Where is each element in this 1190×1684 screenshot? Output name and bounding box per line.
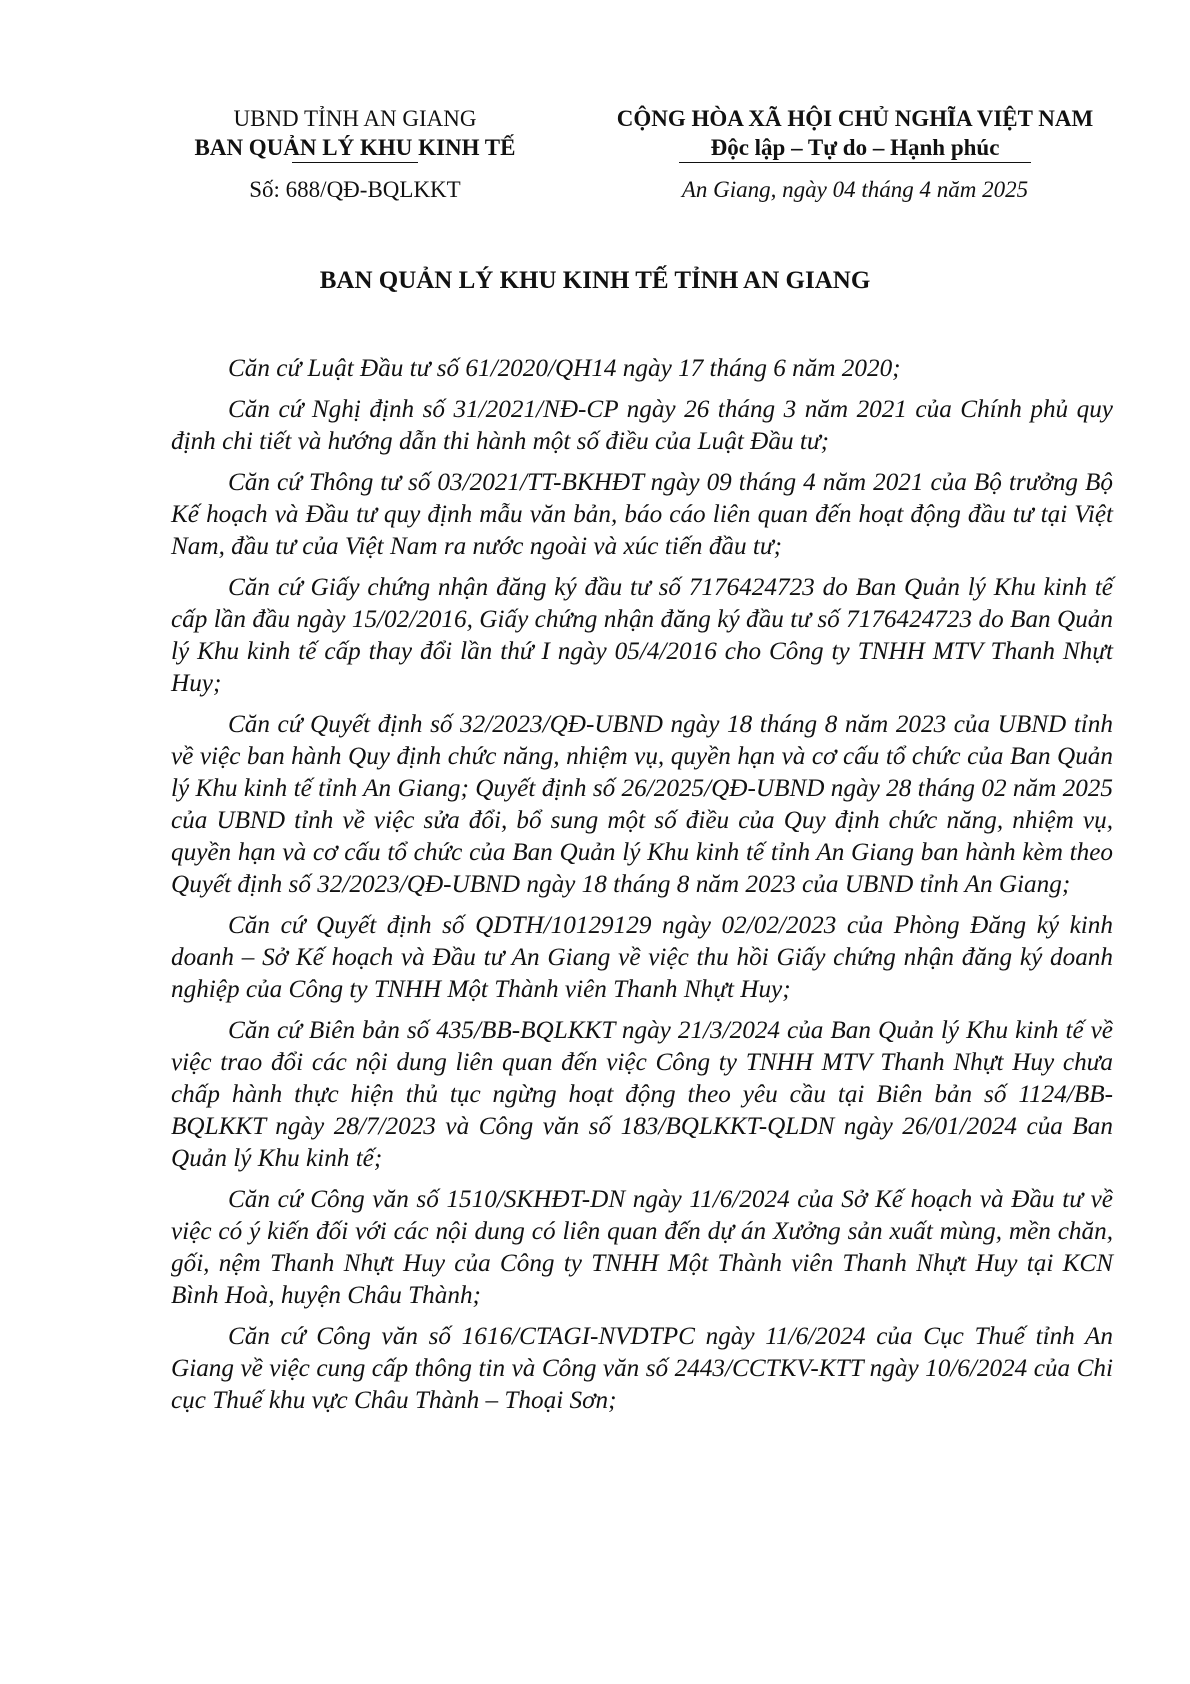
country-name: CỘNG HÒA XÃ HỘI CHỦ NGHĨA VIỆT NAM (616, 106, 1094, 131)
national-motto: Độc lập – Tự do – Hạnh phúc (710, 135, 1000, 160)
motto-underline (679, 162, 1031, 163)
authority-title: BAN QUẢN LÝ KHU KINH TẾ TỈNH AN GIANG (319, 267, 871, 294)
legal-basis-paragraph: Căn cứ Nghị định số 31/2021/NĐ-CP ngày 26 tháng 3 năm 2021 của Chính phủ quy định chi tiết và hướng dẫn thi hành một số điều của Luật Đầu tư; (171, 396, 1113, 455)
legal-basis-paragraph: Căn cứ Quyết định số 32/2023/QĐ-UBND ngày 18 tháng 8 năm 2023 của UBND tỉnh về việc ban hành Quy định chức năng, nhiệm vụ, quyền hạn và cơ cấu tổ chức của Ban Quản lý Khu kinh tế tỉnh An Giang; Quyết định số 26/2025/QĐ-UBND ngày 28 tháng 02 năm 2025 của UBND tỉnh về việc sửa đổi, bổ sung một số điều của Quy định chức năng, nhiệm vụ, quyền hạn và cơ cấu tổ chức của Ban Quản lý Khu kinh tế tỉnh An Giang ban hành kèm theo Quyết định số 32/2023/QĐ-UBND ngày 18 tháng 8 năm 2023 của UBND tỉnh An Giang; (171, 711, 1113, 898)
issuing-agency-block (155, 104, 555, 204)
legal-basis-section (171, 353, 1113, 1426)
legal-basis-paragraph: Căn cứ Giấy chứng nhận đăng ký đầu tư số 7176424723 do Ban Quản lý Khu kinh tế cấp lần đầu ngày 15/02/2016, Giấy chứng nhận đăng ký đầu tư số 7176424723 do Ban Quản lý Khu kinh tế cấp thay đổi lần thứ I ngày 05/4/2016 cho Công ty TNHH MTV Thanh Nhựt Huy; (171, 574, 1113, 697)
legal-basis-paragraph: Căn cứ Luật Đầu tư số 61/2020/QH14 ngày 17 tháng 6 năm 2020; (228, 355, 901, 382)
province-name: UBND TỈNH AN GIANG (233, 106, 477, 131)
place-and-date: An Giang, ngày 04 tháng 4 năm 2025 (681, 177, 1029, 202)
national-title-block (585, 104, 1125, 204)
legal-basis-paragraph: Căn cứ Biên bản số 435/BB-BQLKKT ngày 21/3/2024 của Ban Quản lý Khu kinh tế về việc trao đổi các nội dung liên quan đến việc Công ty TNHH MTV Thanh Nhựt Huy chưa chấp hành thực hiện thủ tục ngừng hoạt động theo yêu cầu tại Biên bản số 1124/BB-BQLKKT ngày 28/7/2023 và Công văn số 183/BQLKKT-QLDN ngày 26/01/2024 của Ban Quản lý Khu kinh tế; (171, 1017, 1113, 1172)
document-header (0, 104, 1190, 214)
document-number: Số: 688/QĐ-BQLKKT (249, 177, 461, 202)
agency-underline (292, 162, 418, 163)
legal-basis-paragraph: Căn cứ Công văn số 1510/SKHĐT-DN ngày 11/6/2024 của Sở Kế hoạch và Đầu tư về việc có ý kiến đối với các nội dung có liên quan đến dự án Xưởng sản xuất mùng, mền chăn, gối, nệm Thanh Nhựt Huy của Công ty TNHH Một Thành viên Thanh Nhựt Huy tại KCN Bình Hoà, huyện Châu Thành; (171, 1186, 1113, 1309)
legal-basis-paragraph: Căn cứ Công văn số 1616/CTAGI-NVDTPC ngày 11/6/2024 của Cục Thuế tỉnh An Giang về việc cung cấp thông tin và Công văn số 2443/CCTKV-KTT ngày 10/6/2024 của Chi cục Thuế khu vực Châu Thành – Thoại Sơn; (171, 1323, 1113, 1414)
agency-name: BAN QUẢN LÝ KHU KINH TẾ (194, 135, 516, 160)
legal-basis-paragraph: Căn cứ Quyết định số QDTH/10129129 ngày 02/02/2023 của Phòng Đăng ký kinh doanh – Sở Kế hoạch và Đầu tư An Giang về việc thu hồi Giấy chứng nhận đăng ký doanh nghiệp của Công ty TNHH Một Thành viên Thanh Nhựt Huy; (171, 912, 1113, 1003)
legal-basis-paragraph: Căn cứ Thông tư số 03/2021/TT-BKHĐT ngày 09 tháng 4 năm 2021 của Bộ trưởng Bộ Kế hoạch và Đầu tư quy định mẫu văn bản, báo cáo liên quan đến hoạt động đầu tư tại Việt Nam, đầu tư của Việt Nam ra nước ngoài và xúc tiến đầu tư; (171, 469, 1113, 560)
